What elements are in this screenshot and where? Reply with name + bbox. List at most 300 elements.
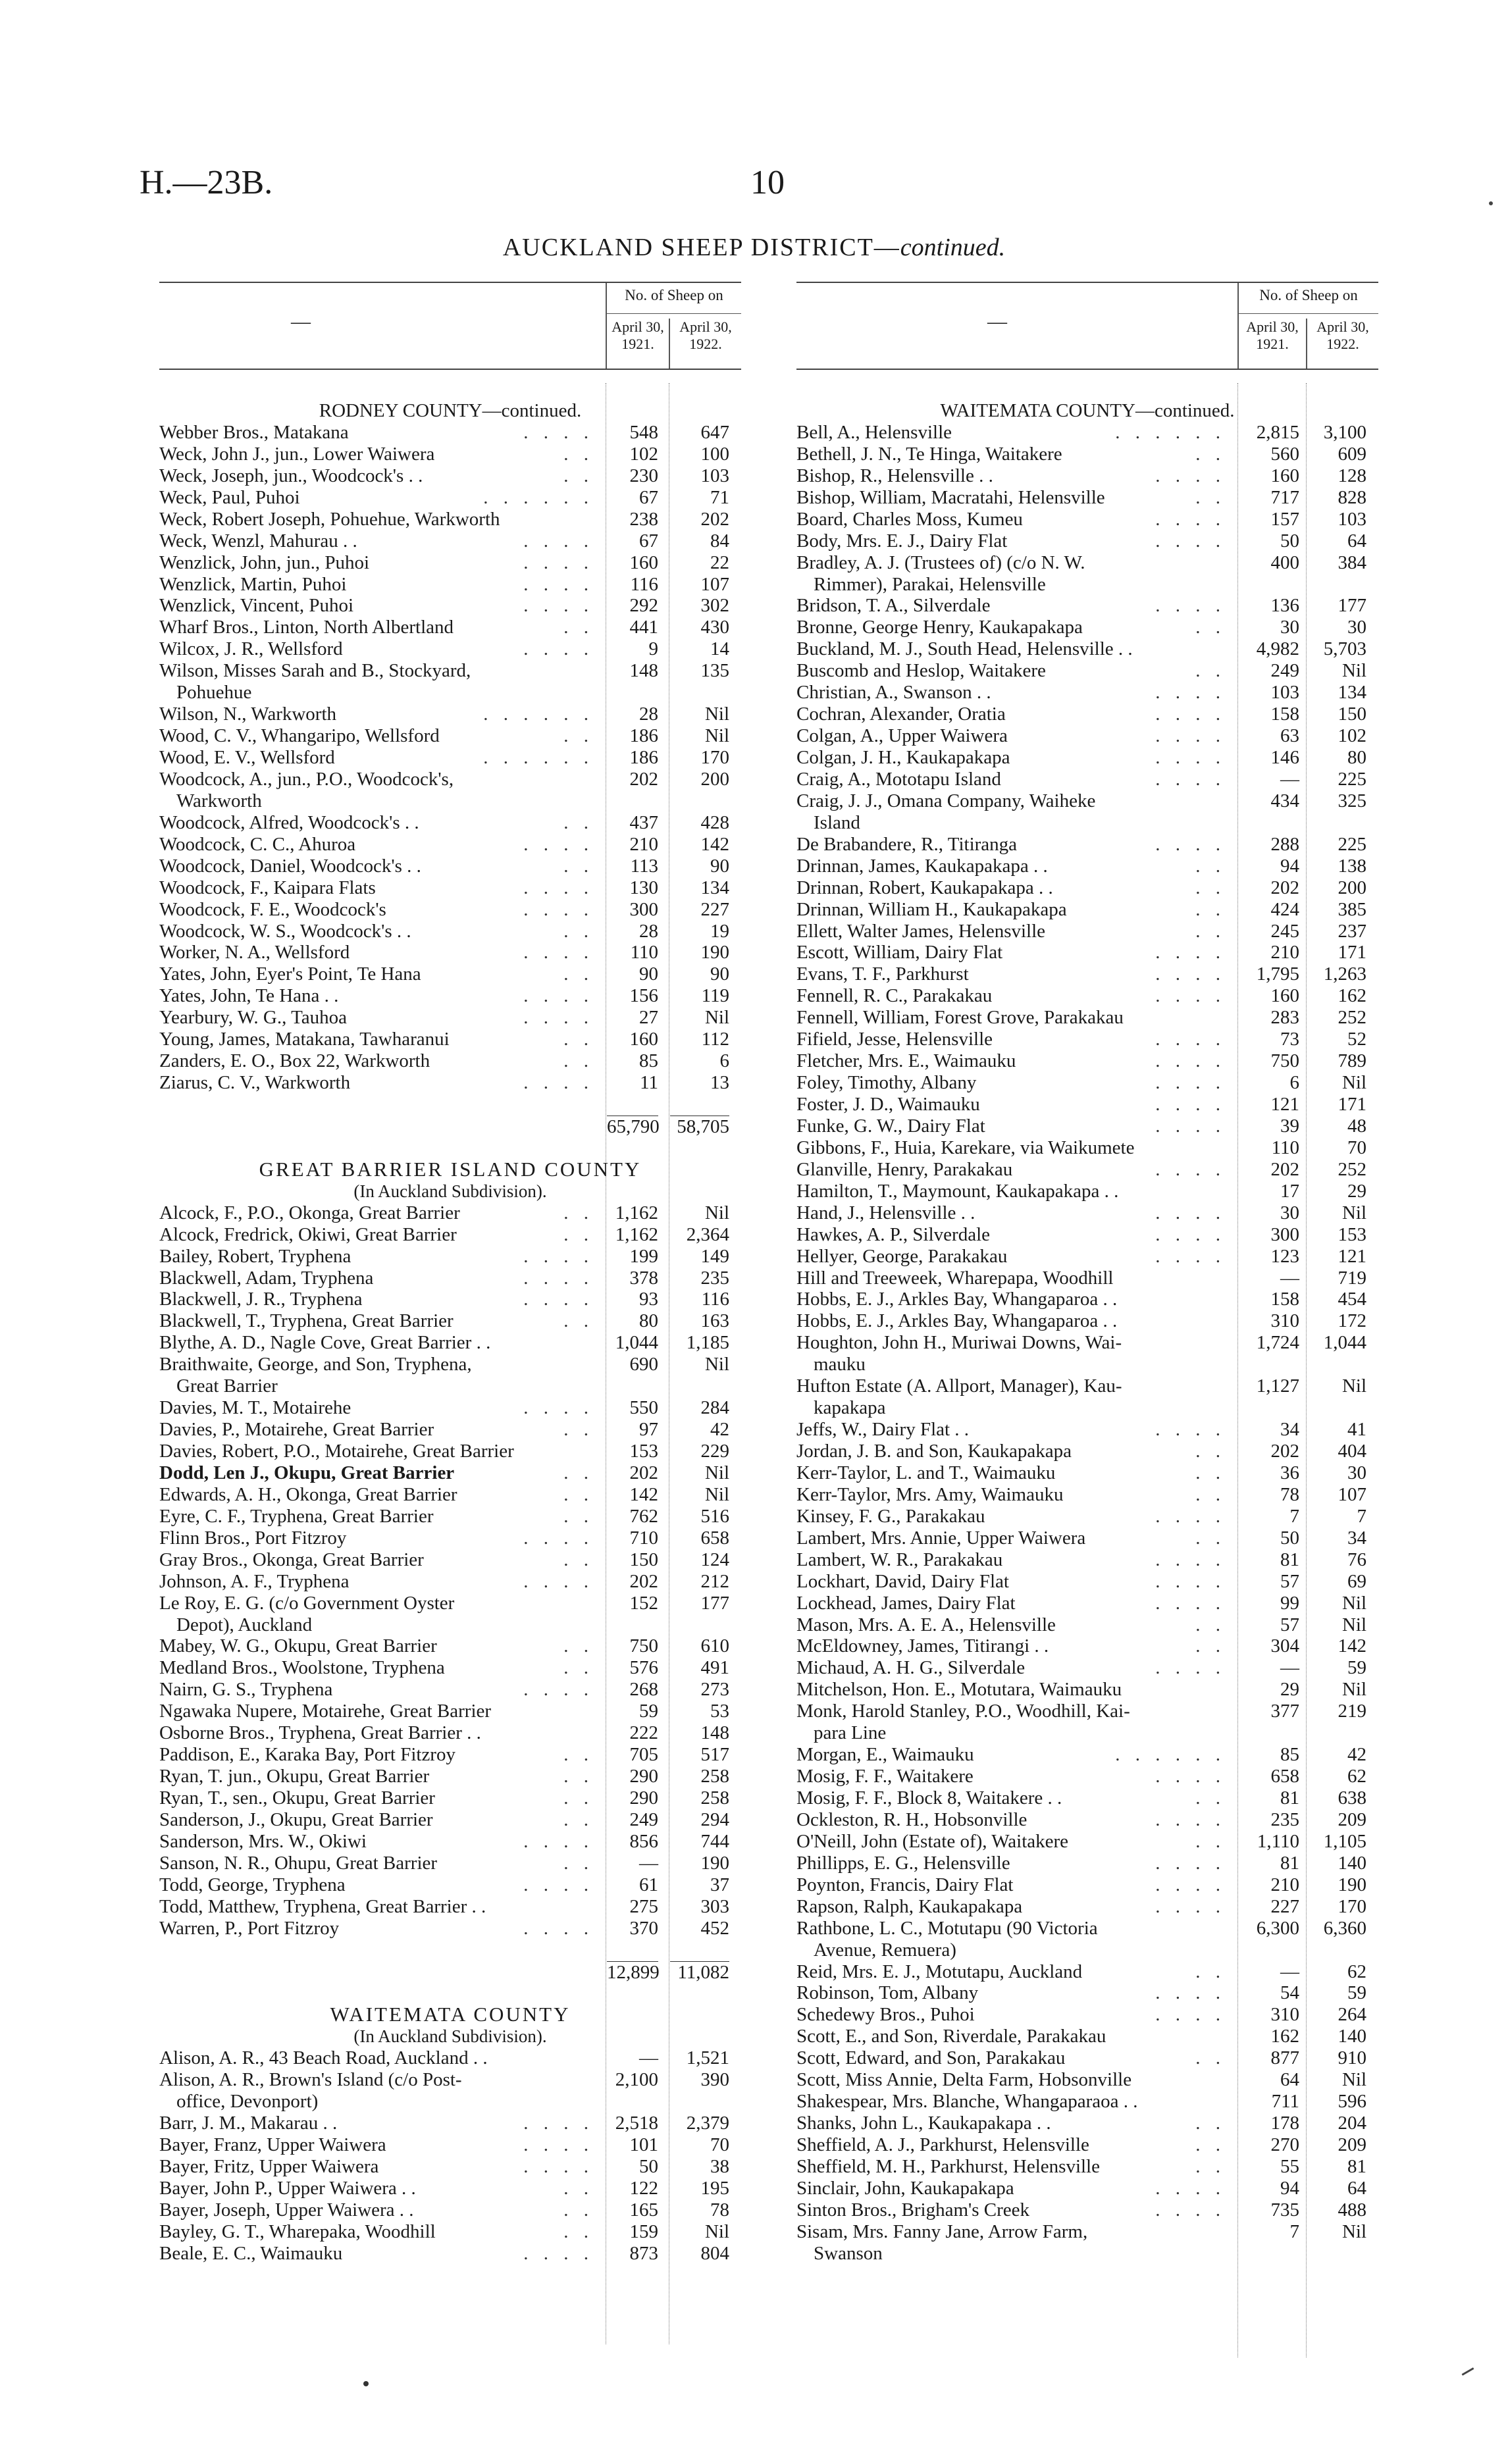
table-row: [796, 1896, 1378, 1918]
owner-name: Scott, E., and Son, Riverdale, Parakakau: [796, 2026, 1106, 2047]
owner-name: Colgan, J. H., Kaukapakapa: [796, 747, 1010, 768]
owner-name: Davies, P., Motairehe, Great Barrier: [159, 1419, 434, 1441]
table-row: [796, 422, 1378, 444]
table-row: [159, 660, 741, 682]
table-row: [159, 422, 741, 444]
table-row: [796, 1268, 1378, 1289]
sheep-1921: 30: [1280, 617, 1299, 638]
sheep-1921: 57: [1280, 1614, 1299, 1635]
sheep-1921: 67: [639, 530, 658, 552]
dot-leader: . . . .: [1155, 1852, 1226, 1874]
dot-leader: . . . .: [523, 552, 594, 573]
table-row: [159, 1549, 741, 1571]
sheep-1922: 29: [1347, 1180, 1366, 1202]
owner-name: Davies, Robert, P.O., Motairehe, Great Barrier: [159, 1441, 514, 1462]
sheep-1922: 200: [700, 768, 729, 790]
table-row: [796, 1050, 1378, 1072]
sheep-1922: 142: [1338, 1635, 1366, 1657]
sheep-1921: 202: [1270, 1441, 1299, 1462]
sheep-1922: 71: [710, 486, 729, 508]
sheep-1921: 50: [1280, 1527, 1299, 1549]
sheep-1922: 303: [700, 1895, 729, 1917]
table-row-continuation: [796, 1397, 1378, 1419]
sheep-1922: 100: [700, 443, 729, 465]
owner-name: Le Roy, E. G. (c/o Government Oyster: [159, 1592, 455, 1614]
dot-leader: . .: [1195, 1787, 1226, 1809]
sheep-1921: 300: [629, 898, 658, 920]
sheep-1921: 370: [629, 1917, 658, 1939]
table-row: [159, 2178, 741, 2199]
owner-name: Barr, J. M., Makarau . .: [159, 2113, 338, 2134]
table-row: [159, 617, 741, 638]
sheep-1921: 28: [639, 704, 658, 725]
sheep-1921: 81: [1280, 1787, 1299, 1809]
owner-name: Drinnan, Robert, Kaukapakapa . .: [796, 877, 1053, 898]
owner-name: Kerr-Taylor, Mrs. Amy, Waimauku: [796, 1483, 1064, 1505]
sheep-1921: 377: [1270, 1701, 1299, 1722]
owner-name: Bronne, George Henry, Kaukapakapa: [796, 617, 1083, 638]
table-row: [796, 552, 1378, 574]
sheep-1921: 93: [639, 1289, 658, 1310]
owner-name: Webber Bros., Matakana: [159, 421, 349, 443]
sheep-1922: 22: [710, 552, 729, 573]
table-row: [796, 704, 1378, 725]
dot-leader: . . . .: [1155, 1202, 1226, 1223]
sheep-1922: 103: [1338, 508, 1366, 530]
dot-leader: . .: [563, 1549, 594, 1570]
owner-name: Bradley, A. J. (Trustees of) (c/o N. W.: [796, 552, 1085, 573]
owner-name: Ryan, T., sen., Okupu, Great Barrier: [159, 1787, 435, 1809]
dot-leader: . .: [563, 1029, 594, 1050]
sheep-1921: 202: [1270, 1158, 1299, 1180]
table-row: [159, 812, 741, 834]
owner-name: Ryan, T. jun., Okupu, Great Barrier: [159, 1766, 430, 1787]
table-row: [796, 1506, 1378, 1527]
table-row: [796, 790, 1378, 812]
sheep-1922: 134: [700, 877, 729, 898]
dot-leader: . . . .: [523, 877, 594, 898]
sheep-1921: 2,815: [1256, 421, 1299, 443]
sheep-1922: Nil: [704, 704, 729, 725]
sheep-1922: 454: [1338, 1289, 1366, 1310]
sheep-1921: 85: [1280, 1744, 1299, 1766]
table-row-continuation: [159, 682, 741, 704]
owner-name: Shakespear, Mrs. Blanche, Whangaparaoa . .: [796, 2091, 1138, 2113]
owner-name: Rapson, Ralph, Kaukapakapa: [796, 1895, 1023, 1917]
owner-name: Foster, J. D., Waimauku: [796, 1094, 980, 1115]
left-table: [159, 282, 741, 2265]
table-row: [796, 747, 1378, 769]
table-row: [159, 2069, 741, 2091]
sheep-1921: 103: [1270, 682, 1299, 704]
table-row: [159, 747, 741, 769]
owner-name: Davies, M. T., Motairehe: [159, 1397, 351, 1419]
owner-name: Jordan, J. B. and Son, Kaukapakapa: [796, 1441, 1072, 1462]
sheep-1921: 160: [1270, 985, 1299, 1007]
owner-name-continued: Pohuehue: [176, 682, 252, 704]
table-row-continuation: [796, 1939, 1378, 1961]
owner-name: Schedewy Bros., Puhoi: [796, 2004, 975, 2026]
owner-name: Bayer, John P., Upper Waiwera . .: [159, 2177, 416, 2199]
sheep-1922: 177: [1338, 595, 1366, 617]
owner-name-continued: Island: [814, 811, 860, 833]
table-row: [796, 877, 1378, 899]
dot-leader: . . . .: [523, 2134, 594, 2155]
table-row: [796, 1441, 1378, 1462]
sheep-1922: 64: [1347, 2177, 1366, 2199]
owner-name: Phillipps, E. G., Helensville: [796, 1852, 1010, 1874]
table-row: [796, 2134, 1378, 2156]
sheep-1921: —: [1280, 768, 1299, 790]
table-row: [159, 856, 741, 877]
dot-leader: . .: [1195, 1635, 1226, 1657]
owner-name: Fennell, William, Forest Grove, Parakakau: [796, 1007, 1124, 1029]
owner-name: Paddison, E., Karaka Bay, Port Fitzroy: [159, 1744, 455, 1766]
sheep-1922: 202: [700, 508, 729, 530]
owner-name: Osborne Bros., Tryphena, Great Barrier . .: [159, 1722, 481, 1744]
sheep-1921: 156: [629, 985, 658, 1007]
table-row: [796, 1571, 1378, 1593]
sheep-1921: 110: [1271, 1137, 1299, 1158]
table-row: [159, 595, 741, 617]
table-row: [796, 2091, 1378, 2113]
dot-leader: . . . . . .: [483, 747, 594, 768]
table-row: [159, 1484, 741, 1506]
sheep-1921: 102: [629, 443, 658, 465]
table-row: [159, 1506, 741, 1527]
sheep-1922: 430: [700, 617, 729, 638]
sheep-1922: 134: [1338, 682, 1366, 704]
owner-name: Morgan, E., Waimauku: [796, 1744, 974, 1766]
sheep-1922: 1,263: [1323, 963, 1366, 985]
dot-leader: . . . . . .: [1115, 1744, 1226, 1766]
sheep-1921: 160: [629, 552, 658, 573]
table-row: [159, 725, 741, 747]
table-row-continuation: [159, 2091, 741, 2113]
owner-name: Yates, John, Te Hana . .: [159, 985, 339, 1007]
table-row: [796, 1614, 1378, 1636]
owner-name-continued: Rimmer), Parakai, Helensville: [814, 573, 1046, 595]
total-1922: 11,082: [670, 1961, 729, 1983]
sheep-1922: 170: [700, 747, 729, 768]
sheep-1922: 212: [700, 1570, 729, 1592]
table-row: [796, 1744, 1378, 1766]
dot-leader: . . . .: [1155, 1549, 1226, 1570]
sheep-1921: —: [1280, 1961, 1299, 1982]
sheep-1922: 172: [1338, 1310, 1366, 1332]
dot-leader: . .: [563, 811, 594, 833]
sheep-1921: 6,300: [1256, 1917, 1299, 1939]
sheep-1922: 390: [700, 2069, 729, 2091]
dot-leader: . . . .: [523, 942, 594, 963]
dot-leader: . . . .: [1155, 1158, 1226, 1180]
sheep-1921: 210: [1270, 942, 1299, 963]
sheep-1922: 252: [1338, 1007, 1366, 1029]
dot-leader: . .: [1195, 660, 1226, 682]
table-row-continuation: [796, 1722, 1378, 1744]
dot-leader: . . . .: [1155, 530, 1226, 552]
owner-name: Blackwell, Adam, Tryphena: [159, 1267, 374, 1289]
owner-name: O'Neill, John (Estate of), Waitakere: [796, 1830, 1069, 1852]
sheep-1921: 110: [630, 942, 658, 963]
dot-leader: . . . .: [1155, 1657, 1226, 1679]
dot-leader: . .: [563, 2220, 594, 2242]
sheep-1921: 856: [629, 1830, 658, 1852]
subdivision-heading: [159, 1181, 741, 1202]
sheep-1921: 202: [629, 1570, 658, 1592]
dot-leader: . .: [563, 1635, 594, 1657]
subdivision-label: (In Auckland Subdivision).: [353, 1181, 547, 1201]
sheep-1922: 171: [1338, 1094, 1366, 1115]
sheep-1921: 710: [629, 1527, 658, 1549]
sheep-1922: 62: [1347, 1961, 1366, 1982]
owner-name: Wenzlick, Vincent, Puhoi: [159, 595, 353, 617]
table-row: [159, 1679, 741, 1701]
owner-name: Bishop, R., Helensville . .: [796, 465, 993, 486]
sheep-1921: 268: [629, 1679, 658, 1701]
section-title: WAITEMATA COUNTY—continued.: [940, 400, 1235, 421]
dot-leader: . . . .: [1155, 1505, 1226, 1527]
dot-leader: . . . .: [523, 1397, 594, 1419]
sheep-1921: 150: [629, 1549, 658, 1570]
table-row: [159, 1268, 741, 1289]
owner-name: Wood, C. V., Whangaripo, Wellsford: [159, 725, 440, 747]
table-row: [796, 1224, 1378, 1246]
owner-name: Bridson, T. A., Silverdale: [796, 595, 991, 617]
dot-leader: . . . .: [523, 1830, 594, 1852]
owner-name: Bethell, J. N., Te Hinga, Waitakere: [796, 443, 1062, 465]
dot-leader: . .: [1195, 877, 1226, 898]
sheep-1922: 116: [701, 1289, 729, 1310]
owner-name: Evans, T. F., Parkhurst: [796, 963, 969, 985]
sheep-1921: 186: [629, 747, 658, 768]
sheep-1922: Nil: [1341, 1614, 1366, 1635]
owner-name-continued: kapakapa: [814, 1397, 886, 1419]
dot-leader: . .: [1195, 898, 1226, 920]
table-row: [159, 1744, 741, 1766]
table-row: [159, 574, 741, 596]
dot-leader: . . . . . .: [483, 704, 594, 725]
sheep-1921: 283: [1270, 1007, 1299, 1029]
sheep-1922: 638: [1338, 1787, 1366, 1809]
owner-name-continued: Warkworth: [176, 790, 262, 811]
dot-leader: . .: [563, 1483, 594, 1505]
sheep-1922: 237: [1338, 920, 1366, 942]
sheep-1921: 158: [1270, 1289, 1299, 1310]
table-row: [159, 1007, 741, 1029]
sheep-1922: 140: [1338, 1852, 1366, 1874]
sheep-1921: 78: [1280, 1483, 1299, 1505]
dot-leader: . .: [563, 2199, 594, 2220]
table-row: [796, 921, 1378, 942]
sheep-1921: 310: [1270, 1310, 1299, 1332]
sheep-1922: 204: [1338, 2113, 1366, 2134]
owner-name: Hufton Estate (A. Allport, Manager), Kau-: [796, 1375, 1122, 1397]
table-row: [796, 2004, 1378, 2026]
table-row: [159, 1831, 741, 1853]
table-row: [796, 1202, 1378, 1224]
table-row: [159, 487, 741, 509]
table-row: [796, 1657, 1378, 1679]
table-row: [796, 444, 1378, 465]
sheep-1922: 3,100: [1323, 421, 1366, 443]
sheep-1921: 222: [629, 1722, 658, 1744]
table-row: [796, 1701, 1378, 1722]
sheep-1922: Nil: [704, 1007, 729, 1029]
table-row: [796, 638, 1378, 660]
owner-name: Mosig, F. F., Waitakere: [796, 1766, 974, 1787]
sheep-1922: 647: [700, 421, 729, 443]
sheep-1921: 29: [1280, 1679, 1299, 1701]
sheep-1921: 99: [1280, 1592, 1299, 1614]
sheep-1921: 55: [1280, 2155, 1299, 2177]
sheep-1922: 258: [700, 1766, 729, 1787]
page-number: 10: [750, 164, 785, 201]
sheep-1921: 1,724: [1256, 1332, 1299, 1354]
sheep-1921: 434: [1270, 790, 1299, 811]
table-row: [159, 1397, 741, 1419]
owner-name: Christian, A., Swanson . .: [796, 682, 991, 704]
sheep-1921: 1,795: [1256, 963, 1299, 985]
dot-leader: . . . .: [523, 530, 594, 552]
document-reference: H.—23B.: [140, 164, 273, 201]
table-row: [159, 1441, 741, 1462]
sheep-1922: 81: [1347, 2155, 1366, 2177]
table-row: [159, 1635, 741, 1657]
spacer-row: [159, 1939, 741, 1961]
table-row: [159, 877, 741, 899]
dot-leader: . .: [563, 1202, 594, 1223]
table-row: [159, 530, 741, 552]
sheep-1922: 2,364: [686, 1223, 729, 1245]
table-row: [159, 769, 741, 790]
table-row: [159, 921, 741, 942]
owner-name: Yearbury, W. G., Tauhoa: [159, 1007, 348, 1029]
sheep-1922: 610: [700, 1635, 729, 1657]
dot-leader: . .: [563, 1462, 594, 1483]
dot-leader: . .: [563, 1419, 594, 1441]
dot-leader: . . . .: [523, 1007, 594, 1029]
owner-name: Hawkes, A. P., Silverdale: [796, 1223, 990, 1245]
owner-name: Cochran, Alexander, Oratia: [796, 704, 1006, 725]
sheep-1921: 94: [1280, 2177, 1299, 2199]
dot-leader: . . . .: [523, 2113, 594, 2134]
owner-name: Lambert, Mrs. Annie, Upper Waiwera: [796, 1527, 1086, 1549]
owner-name: Fletcher, Mrs. E., Waimauku: [796, 1050, 1016, 1072]
sheep-1922: 789: [1338, 1050, 1366, 1072]
sheep-1921: 57: [1280, 1570, 1299, 1592]
county-heading: [159, 1159, 741, 1181]
table-row: [796, 725, 1378, 747]
owner-name: Wilcox, J. R., Wellsford: [159, 638, 343, 660]
table-row: [159, 465, 741, 487]
sheep-1921: 123: [1270, 1245, 1299, 1267]
dot-leader: . . . .: [1155, 508, 1226, 530]
sheep-1922: 42: [1347, 1744, 1366, 1766]
sheep-1921: 378: [629, 1267, 658, 1289]
table-row: [159, 942, 741, 963]
column-1921: April 30, 1921.: [611, 319, 664, 352]
sheep-1922: 910: [1338, 2047, 1366, 2069]
owner-name: Flinn Bros., Port Fitzroy: [159, 1527, 347, 1549]
sheep-1921: 152: [629, 1592, 658, 1614]
dot-leader: . .: [563, 1223, 594, 1245]
dot-leader: . . . .: [1155, 1809, 1226, 1830]
table-row-continuation: [159, 790, 741, 812]
sheep-1921: 249: [629, 1809, 658, 1830]
owner-name-continued: Depot), Auckland: [176, 1614, 313, 1635]
sheep-1922: 200: [1338, 877, 1366, 898]
table-row: [159, 1462, 741, 1484]
sheep-1921: 113: [630, 855, 658, 877]
sheep-1922: 828: [1338, 486, 1366, 508]
table-row-continuation: [159, 1614, 741, 1636]
sheep-1922: 42: [710, 1419, 729, 1441]
sheep-1921: 2,100: [615, 2069, 658, 2091]
sheep-1922: 195: [700, 2177, 729, 2199]
sheep-1921: 235: [1270, 1809, 1299, 1830]
owner-name: Zanders, E. O., Box 22, Warkworth: [159, 1050, 430, 1072]
dot-leader: . . . .: [1155, 768, 1226, 790]
sheep-1921: 101: [629, 2134, 658, 2155]
sheep-1922: 153: [1338, 1223, 1366, 1245]
dot-leader: . . . .: [523, 1072, 594, 1094]
dot-leader: . . . .: [1155, 704, 1226, 725]
owner-name: Kinsey, F. G., Parakakau: [796, 1505, 985, 1527]
total-1922: 58,705: [670, 1116, 729, 1137]
table-row: [159, 1072, 741, 1094]
sheep-1921: 34: [1280, 1419, 1299, 1441]
owner-name: Fifield, Jesse, Helensville: [796, 1029, 993, 1050]
table-row: [159, 1354, 741, 1375]
sheep-1922: 1,105: [1323, 1830, 1366, 1852]
owner-name-continued: Great Barrier: [176, 1375, 278, 1397]
owner-name: Braithwaite, George, and Son, Tryphena,: [159, 1354, 472, 1375]
table-row: [159, 704, 741, 725]
sheep-1922: 273: [700, 1679, 729, 1701]
table-row: [796, 2026, 1378, 2047]
table-row: [796, 1289, 1378, 1310]
sheep-1921: 292: [629, 595, 658, 617]
table-row: [796, 942, 1378, 963]
sheep-1922: Nil: [704, 1354, 729, 1375]
owner-name: Foley, Timothy, Albany: [796, 1072, 977, 1094]
table-row: [796, 1094, 1378, 1116]
table-row: [159, 1874, 741, 1896]
table-row: [796, 1484, 1378, 1506]
sheep-1922: 30: [1347, 1462, 1366, 1483]
owner-name: Woodcock, Alfred, Woodcock's . .: [159, 811, 419, 833]
sheep-1922: 227: [700, 898, 729, 920]
sheep-1922: Nil: [1341, 1679, 1366, 1701]
sheep-1922: 517: [700, 1744, 729, 1766]
table-row: [796, 1181, 1378, 1202]
table-row: [796, 1029, 1378, 1050]
sheep-1921: 28: [639, 920, 658, 942]
dot-leader: . . . .: [1155, 985, 1226, 1007]
owner-name: Poynton, Francis, Dairy Flat: [796, 1874, 1014, 1895]
dot-leader: . . . .: [523, 1289, 594, 1310]
owner-name: Buscomb and Heslop, Waitakere: [796, 660, 1046, 682]
table-row: [796, 1462, 1378, 1484]
sheep-1922: 163: [700, 1310, 729, 1332]
table-row-continuation: [159, 1375, 741, 1397]
sheep-1922: 294: [700, 1809, 729, 1830]
sheep-1922: 516: [700, 1505, 729, 1527]
dot-leader: . . . .: [523, 833, 594, 855]
sheep-1922: 1,044: [1323, 1332, 1366, 1354]
sheep-1922: 78: [710, 2199, 729, 2220]
